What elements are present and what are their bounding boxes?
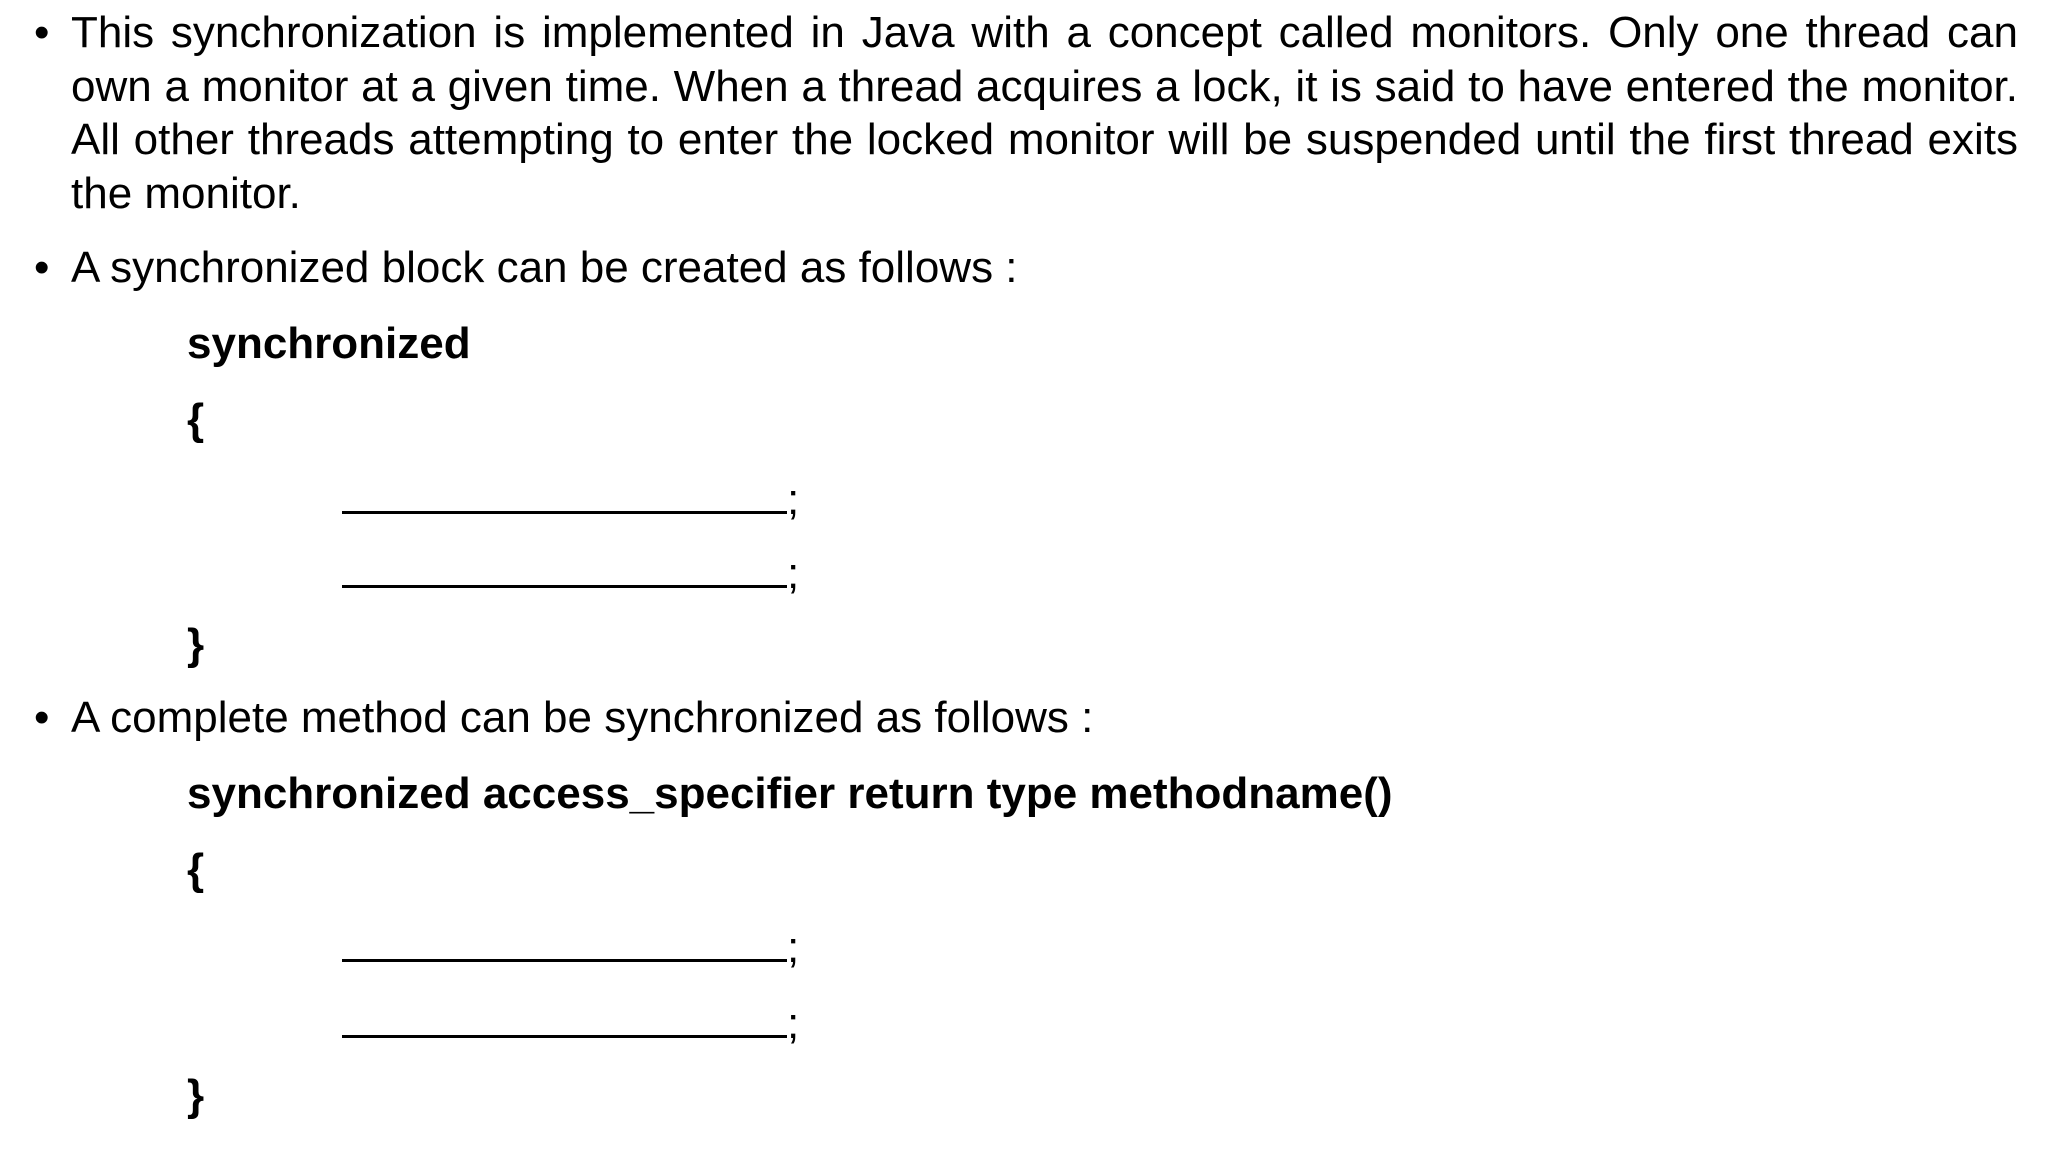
bullet-monitors bbox=[28, 6, 2018, 220]
block-open-brace: { bbox=[187, 395, 205, 444]
method-close-brace: } bbox=[187, 1071, 205, 1120]
block-keyword: synchronized bbox=[187, 319, 471, 368]
block-statement-blank-1 bbox=[342, 473, 799, 526]
bullet-synchronized-method bbox=[28, 691, 2018, 745]
bullet-marker: • bbox=[34, 693, 50, 742]
bullet-synchronized-block bbox=[28, 241, 2018, 295]
method-statement-blank-2 bbox=[342, 997, 799, 1050]
bullet-text: This synchronization is implemented in Java with a concept called monitors. Only one thread can own a monitor at a given time. When a thread acquires a lock, it is said to have entered the monitor. All other threads attempting to enter the locked monitor will be suspended until the first thread exits the monitor. bbox=[71, 8, 2018, 218]
bullet-text: A complete method can be synchronized as follows : bbox=[71, 693, 1094, 742]
blank-line bbox=[342, 585, 787, 588]
statement-terminator: ; bbox=[787, 549, 800, 598]
blank-line bbox=[342, 511, 787, 514]
statement-terminator: ; bbox=[787, 999, 800, 1048]
block-close-brace: } bbox=[187, 620, 205, 669]
blank-line bbox=[342, 1035, 787, 1038]
bullet-marker: • bbox=[34, 8, 50, 57]
block-statement-blank-2 bbox=[342, 547, 799, 600]
statement-terminator: ; bbox=[787, 475, 800, 524]
bullet-text: A synchronized block can be created as follows : bbox=[71, 243, 1018, 292]
method-open-brace: { bbox=[187, 845, 205, 894]
blank-line bbox=[342, 959, 787, 962]
method-signature: synchronized access_specifier return type methodname() bbox=[187, 769, 1393, 818]
method-statement-blank-1 bbox=[342, 921, 799, 974]
statement-terminator: ; bbox=[787, 923, 800, 972]
bullet-marker: • bbox=[34, 243, 50, 292]
